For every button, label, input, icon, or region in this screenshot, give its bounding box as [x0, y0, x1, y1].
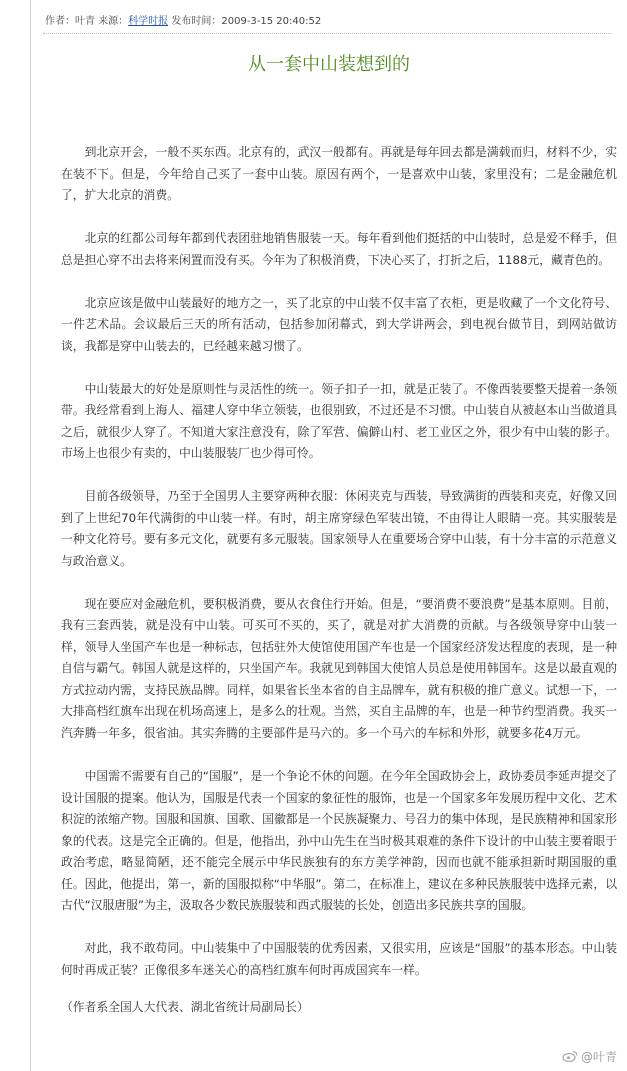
publish-date: 2009-3-15 20:40:52	[221, 16, 322, 27]
paragraph: 北京应该是做中山装最好的地方之一，买了北京的中山装不仅丰富了衣柜，更是收藏了一个文化符号、一件艺术品。会议最后三天的所有活动，包括参加闭幕式，到大学讲两会，到电视台做节目，到网站做访谈，我都是穿中山装去的，已经越来越习惯了。	[61, 295, 617, 353]
article-title: 从一套中山装想到的	[248, 54, 410, 75]
watermark-text: @叶青	[580, 1050, 617, 1064]
paragraph: 中山装最大的好处是原则性与灵活性的统一。领子扣子一扣，就是正装了。不像西装要整天提着一条领带。我经常看到上海人、福建人穿中华立领装，也很别致，不过还是不习惯。中山装自从被赵本山当做道具之后，就很少人穿了。不知道大家注意没有，除了军营、偏僻山村、老工业区之外，很少有中山装的影子。市场上也很少有卖的，中山装服装厂也少得可怜。	[61, 381, 617, 461]
author-label: 作者：	[45, 16, 75, 27]
paragraph: 目前各级领导，乃至于全国男人主要穿两种衣服：休闲夹克与西装，导致满街的西装和夹克，好像又回到了上世纪70年代满街的中山装一样。有时，胡主席穿绿色军装出镜，不由得让人眼睛一亮。其实服装是一种文化符号。要有多元文化，就要有多元服装。国家领导人在重要场合穿中山装，有十分丰富的示范意义与政治意义。	[61, 489, 617, 568]
weibo-icon	[562, 1050, 578, 1062]
article-body	[61, 142, 617, 1040]
article-frame	[30, 0, 626, 1071]
author-name: 叶青	[75, 16, 95, 27]
author-note: （作者系全国人大代表、湖北省统计局副局长）	[61, 999, 309, 1014]
source-label: 来源：	[98, 16, 129, 27]
weibo-watermark	[562, 1048, 617, 1065]
paragraph: 中国需不需要有自己的“国服”，是一个争论不休的问题。在今年全国政协会上，政协委员李延声提交了设计国服的提案。他认为，国服是代表一个国家的象征性的服饰，也是一个国家多年发展历程中文化、艺术积淀的浓缩产物。国服和国旗、国歌、国徽都是一个民族凝聚力、号召力的集中体现，是民族精神和国家形象的代表。这是完全正确的。但是，他指出，孙中山先生在当时极其艰难的条件下设计的中山装主要着眼于政治考虑，略显简陋，还不能完全展示中华民族独有的东方美学神韵，因而也就不能承担新时期国服的重任。因此，他提出，第一，新的国服拟称“中华服”。第二，在标准上，建议在多种民族服装中选择元素，以古代“汉服唐服”为主，汲取各少数民族服装和西式服装的长处，创造出多民族共享的国服。	[61, 769, 617, 913]
meta-divider	[43, 33, 611, 34]
paragraph: 北京的红都公司每年都到代表团驻地销售服装一天。每年看到他们挺括的中山装时，总是爱不释手，但总是担心穿不出去将来闲置而没有买。今年为了积极消费，下决心买了，打折之后，1188元，藏青色的。	[61, 231, 617, 267]
date-label: 发布时间：	[171, 16, 222, 27]
article-meta	[45, 12, 321, 27]
source-link[interactable]: 科学时报	[128, 16, 169, 27]
paragraph: 对此，我不敢苟同。中山装集中了中国服装的优秀因素，又很实用，应该是“国服”的基本形态。中山装何时再成正装？正像很多车迷关心的高档红旗车何时再成国宾车一样。	[61, 941, 617, 977]
paragraph: 现在要应对金融危机，要积极消费，要从衣食住行开始。但是，“要消费不要浪费”是基本原则。目前，我有三套西装，就是没有中山装。可买可不买的，买了，就是对扩大消费的贡献。与各级领导穿中山装一样，领导人坐国产车也是一种标志，包括驻外大使馆使用国产车也是一个国家经济发达程度的表现，是一种自信与霸气。韩国人就是这样的，只坐国产车。我就见到韩国大使馆人员总是使用韩国车。这是以最直观的方式拉动内需，支持民族品牌。同样，如果省长坐本省的自主品牌车，就有积极的推广意义。试想一下，一大排高档红旗车出现在机场高速上，是多么的壮观。当然，买自主品牌的车，也是一种节约型消费。我买一汽奔腾一年多，很省油。其实奔腾的主要部件是马六的。多一个马六的车标和外形，就要多花4万元。	[61, 596, 617, 740]
paragraph: 到北京开会，一般不买东西。北京有的，武汉一般都有。再就是每年回去都是满载而归，材料不少，实在装不下。但是，今年给自己买了一套中山装。原因有两个，一是喜欢中山装，家里没有；二是金融危机了，扩大北京的消费。	[61, 145, 617, 202]
